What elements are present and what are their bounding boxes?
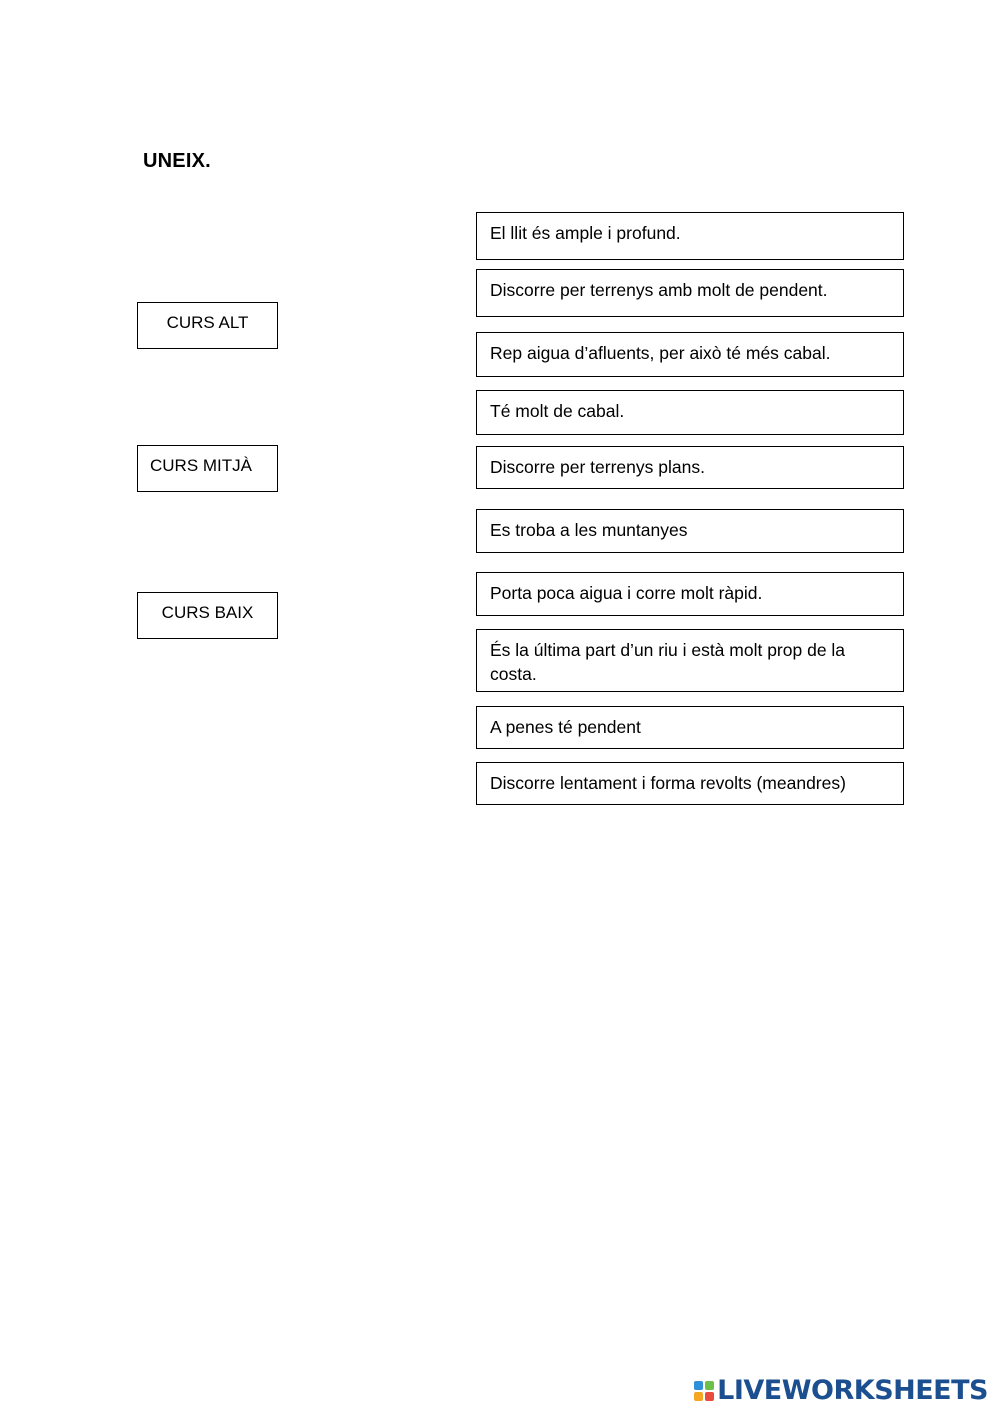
right-item-1[interactable]: El llit és ample i profund. <box>476 212 904 260</box>
logo-square-2 <box>705 1381 714 1390</box>
logo-square-3 <box>694 1392 703 1401</box>
logo-mark-icon <box>694 1381 714 1401</box>
right-item-4[interactable]: Té molt de cabal. <box>476 390 904 435</box>
right-item-2[interactable]: Discorre per terrenys amb molt de pendent. <box>476 269 904 317</box>
right-item-8[interactable]: És la última part d’un riu i està molt prop de la costa. <box>476 629 904 692</box>
left-item-curs-alt[interactable]: CURS ALT <box>137 302 278 349</box>
logo-square-4 <box>705 1392 714 1401</box>
left-item-curs-mitja[interactable]: CURS MITJÀ <box>137 445 278 492</box>
right-item-3[interactable]: Rep aigua d’afluents, per això té més cabal. <box>476 332 904 377</box>
left-item-curs-baix[interactable]: CURS BAIX <box>137 592 278 639</box>
right-item-7[interactable]: Porta poca aigua i corre molt ràpid. <box>476 572 904 616</box>
right-item-6[interactable]: Es troba a les muntanyes <box>476 509 904 553</box>
right-item-10[interactable]: Discorre lentament i forma revolts (meandres) <box>476 762 904 805</box>
logo-text: LIVEWORKSHEETS <box>717 1375 988 1406</box>
liveworksheets-logo <box>694 1375 988 1406</box>
worksheet-title: UNEIX. <box>143 150 211 172</box>
logo-square-1 <box>694 1381 703 1390</box>
right-item-5[interactable]: Discorre per terrenys plans. <box>476 446 904 489</box>
right-item-9[interactable]: A penes té pendent <box>476 706 904 749</box>
